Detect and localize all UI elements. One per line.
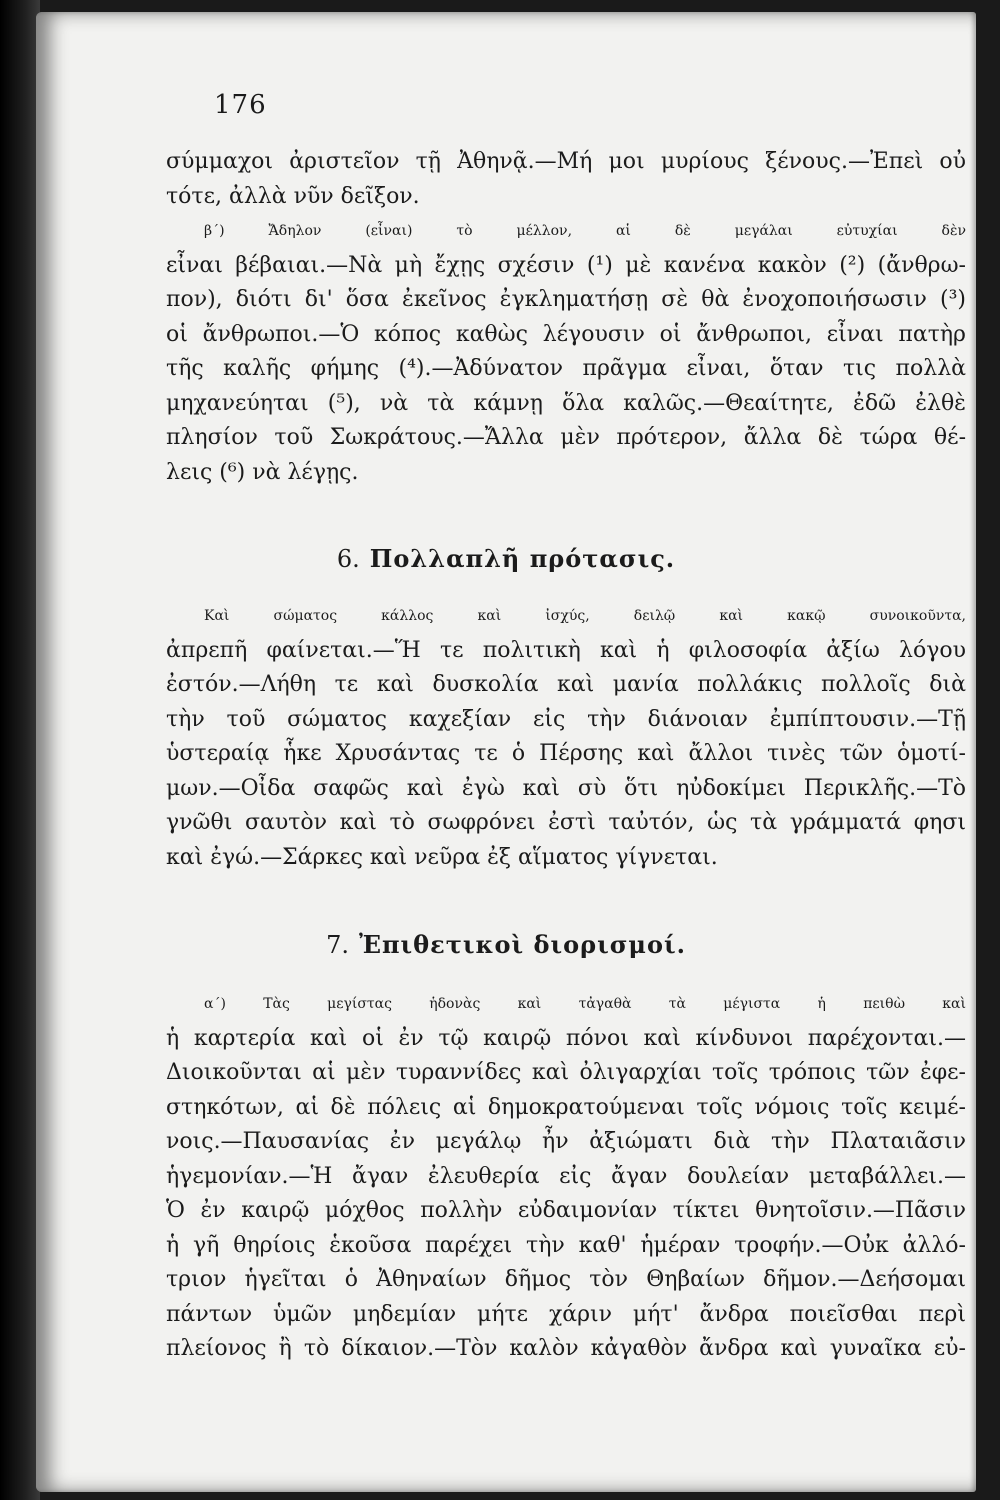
section-6-text (166, 599, 966, 875)
section-6-heading (36, 544, 976, 573)
text-line: ἡ γῆ θηρίοις ἑκοῦσα παρέχει τὴν καθ' ἡμέραν τροφήν.—Οὐκ ἀλλό- (166, 1232, 966, 1258)
text-line: πάντων ὑμῶν μηδεμίαν μήτε χάριν μήτ' ἄνδρα ποιεῖσθαι περὶ (166, 1301, 966, 1327)
text-line: σύμμαχοι ἀριστεῖον τῇ Ἀθηνᾷ.—Μή μοι μυρίους ξένους.—Ἐπεὶ οὐ (166, 149, 966, 174)
section-number: 6. (336, 545, 360, 573)
text-line: στηκότων, αἱ δὲ πόλεις αἱ δημοκρατούμεναι τοῖς νόμοις τοῖς κειμέ- (166, 1094, 966, 1120)
text-line: ἀπρεπῆ φαίνεται.—Ἥ τε πολιτικὴ καὶ ἡ φιλοσοφία ἀξίω λόγου (166, 637, 966, 663)
text-line: πλησίον τοῦ Σωκράτους.—Ἄλλα μὲν πρότερον, ἄλλα δὲ τώρα θέ- (166, 425, 966, 450)
section-title: Πολλαπλῆ πρότασις. (369, 544, 676, 573)
text-line: τριον ἡγεῖται ὁ Ἀθηναίων δῆμος τὸν Θηβαίων δῆμον.—Δεήσομαι (166, 1267, 966, 1292)
text-line: ἡ καρτερία καὶ οἱ ἐν τῷ καιρῷ πόνοι καὶ κίνδυνοι παρέχονται.— (166, 1025, 966, 1051)
text-line: ἡγεμονίαν.—Ἡ ἄγαν ἐλευθερία εἰς ἄγαν δουλείαν μεταβάλλει.— (166, 1163, 966, 1189)
text-line: Καὶ σώματος κάλλος καὶ ἰσχύς, δειλῷ καὶ κακῷ συνοικοῦντα, (204, 608, 966, 624)
text-line: τὴν τοῦ σώματος καχεξίαν εἰς τὴν διάνοιαν ἐμπίπτουσιν.—Τῇ (166, 706, 966, 732)
text-line: εἶναι βέβαιαι.—Νὰ μὴ ἔχῃς σχέσιν (¹) μὲ κανένα κακὸν (²) (ἄνθρω- (166, 252, 966, 278)
text-line: Ὁ ἐν καιρῷ μόχθος πολλὴν εὐδαιμονίαν τίκτει θνητοῖσιν.—Πᾶσιν (166, 1198, 966, 1223)
section-number: 7. (326, 931, 349, 959)
book-page (36, 12, 976, 1492)
text-line: α΄) Τὰς μεγίστας ἡδονὰς καὶ τἀγαθὰ τὰ μέγιστα ἡ πειθὼ καὶ (204, 996, 966, 1012)
section-title: Ἐπιθετικοὶ διορισμοί. (358, 930, 686, 959)
text-line: πον), διότι δι' ὅσα ἐκεῖνος ἐγκληματήσῃ σὲ θὰ ἐνοχοποιήσωσιν (³) (166, 287, 966, 312)
text-line: ὑστεραίᾳ ἧκε Χρυσάντας τε ὁ Πέρσης καὶ ἄλλοι τινὲς τῶν ὁμοτί- (166, 741, 966, 766)
text-line: β΄) Ἄδηλον (εἶναι) τὸ μέλλον, αἱ δὲ μεγάλαι εὐτυχίαι δὲν (204, 223, 966, 239)
text-line: οἱ ἄνθρωποι.—Ὁ κόπος καθὼς λέγουσιν οἱ ἄνθρωποι, εἶναι πατὴρ (166, 321, 966, 347)
section-7-heading (36, 930, 976, 959)
text-line: πλείονος ἢ τὸ δίκαιον.—Τὸν καλὸν κἀγαθὸν ἄνδρα καὶ γυναῖκα εὐ- (166, 1336, 966, 1361)
text-line: λεις (⁶) νὰ λέγῃς. (166, 459, 359, 485)
text-line: μων.—Οἶδα σαφῶς καὶ ἐγὼ καὶ σὺ ὅτι ηὐδοκίμει Περικλῆς.—Τὸ (166, 775, 966, 801)
book-spine-shadow (0, 0, 40, 1500)
text-line: τῆς καλῆς φήμης (⁴).—Ἀδύνατον πρᾶγμα εἶναι, ὅταν τις πολλὰ (166, 356, 966, 381)
text-line: ἐστόν.—Λήθη τε καὶ δυσκολία καὶ μανία πολλάκις πολλοῖς διὰ (166, 672, 966, 697)
text-line: Διοικοῦνται αἱ μὲν τυραννίδες καὶ ὀλιγαρχίαι τοῖς τρόποις τῶν ἐφε- (166, 1060, 966, 1085)
text-line: καὶ ἐγώ.—Σάρκες καὶ νεῦρα ἐξ αἵματος γίγνεται. (166, 844, 718, 870)
page-number: 176 (214, 90, 267, 120)
section-b-text (166, 145, 966, 490)
section-7-text (166, 987, 966, 1367)
text-line: νοις.—Παυσανίας ἐν μεγάλῳ ἦν ἀξιώματι διὰ τὴν Πλαταιᾶσιν (166, 1129, 966, 1154)
text-line: γνῶθι σαυτὸν καὶ τὸ σωφρόνει ἐστὶ ταὐτόν, ὡς τὰ γράμματά φησι (166, 810, 966, 835)
text-line: τότε, ἀλλὰ νῦν δεῖξον. (166, 183, 420, 209)
text-line: μηχανεύηται (⁵), νὰ τὰ κάμνῃ ὅλα καλῶς.—Θεαίτητε, ἐδῶ ἐλθὲ (166, 390, 966, 416)
